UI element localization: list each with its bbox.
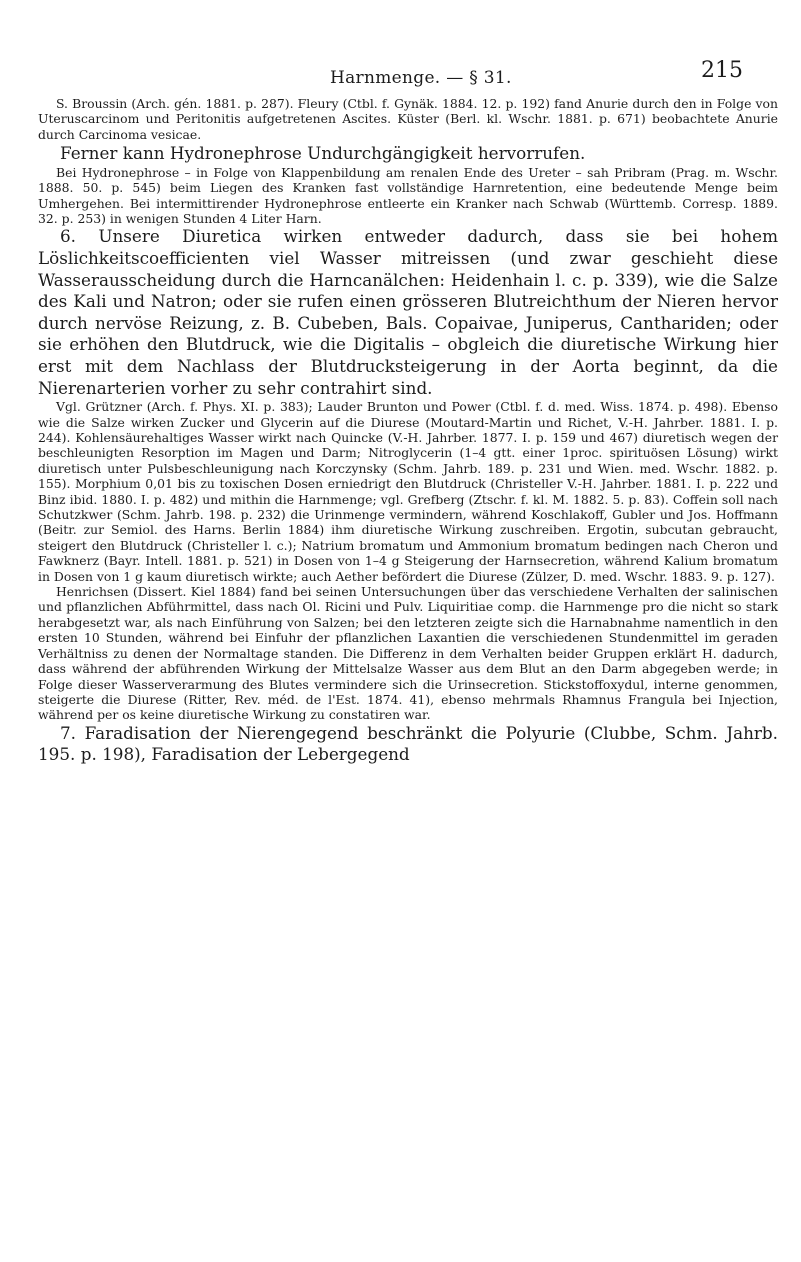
paragraph-anurie-citations: S. Broussin (Arch. gén. 1881. p. 287). Fleury (Ctbl. f. Gynäk. 1884. 12. p. 192) fand Anurie durch den in Folge von Uteruscarcinom und Peritonitis aufgetretenen Ascites. Küster (Berl. kl. Wschr. 1881. p. 671) beobachtete Anurie durch Carcinoma vesicae.: [38, 96, 778, 142]
paragraph-faradisation: 7. Faradisation der Nierengegend beschränkt die Polyurie (Clubbe, Schm. Jahrb. 195. p. 198), Faradisation der Lebergegend: [38, 722, 778, 765]
paragraph-hydronephrose-intro: Ferner kann Hydronephrose Undurchgängigkeit hervorrufen.: [60, 143, 586, 164]
paragraph-henrichsen: Henrichsen (Dissert. Kiel 1884) fand bei seinen Untersuchungen über das verschiedene Verhalten der salinischen und pflanzlichen Abführmittel, dass nach Ol. Ricini und Pulv. Liquiritiae comp. die Harnmenge pro die nicht so stark herabgesetzt war, als nach Einführung von Salzen; bei den letzteren zeigte sich die Harnabnahme namentlich in den ersten 10 Stunden, während bei Einfuhr der pflanzlichen Laxantien die verschiedenen Stundenmittel im geraden Verhältniss zu denen der Normaltage standen. Die Differenz in dem Verhalten beider Gruppen erklärt H. dadurch, dass während der abführenden Wirkung der Mittelsalze Wasser aus dem Blut an den Darm abgegeben werde; in Folge dieser Wasserverarmung des Blutes vermindere sich die Urinsecretion. Stickstoffoxydul, interne genommen, steigerte die Diurese (Ritter, Rev. méd. de l'Est. 1874. 41), ebenso mehrmals Rhamnus Frangula bei Injection, während per os keine diuretische Wirkung zu constatiren war.: [38, 584, 778, 723]
page-header: [0, 58, 801, 92]
paragraph-diuretica-references: Vgl. Grützner (Arch. f. Phys. XI. p. 383); Lauder Brunton und Power (Ctbl. f. d. med. Wiss. 1874. p. 498). Ebenso wie die Salze wirken Zucker und Glycerin auf die Diurese (Moutard-Martin und Richet, V.-H. Jahrber. 1881. I. p. 244). Kohlensäurehaltiges Wasser wirkt nach Quincke (V.-H. Jahrber. 1877. I. p. 159 und 467) diuretisch wegen der beschleunigten Resorption im Magen und Darm; Nitroglycerin (1–4 gtt. einer 1proc. spirituösen Lösung) wirkt diuretisch unter Pulsbeschleunigung nach Korczynsky (Schm. Jahrb. 189. p. 231 und Wien. med. Wschr. 1882. p. 155). Morphium 0,01 bis zu toxischen Dosen erniedrigt den Blutdruck (Christeller V.-H. Jahrber. 1881. I. p. 222 und Binz ibid. 1880. I. p. 482) und mithin die Harnmenge; vgl. Grefberg (Ztschr. f. kl. M. 1882. 5. p. 83). Coffein soll nach Schutzkwer (Schm. Jahrb. 198. p. 232) die Urinmenge vermindern, während Koschlakoff, Gubler und Jos. Hoffmann (Beitr. zur Semiol. des Harns. Berlin 1884) ihm diuretische Wirkung zuschreiben. Ergotin, subcutan gebraucht, steigert den Blutdruck (Christeller l. c.); Natrium bromatum und Ammonium bromatum bedingen nach Cheron und Fawknerz (Bayr. Intell. 1881. p. 521) in Dosen von 1–4 g Steigerung der Harnsecretion, während Kalium bromatum in Dosen von 1 g kaum diuretisch wirkte; auch Aether befördert die Diurese (Zülzer, D. med. Wschr. 1883. 9. p. 127).: [38, 399, 778, 584]
page-number: 215: [701, 58, 743, 83]
paragraph-diuretica: 6. Unsere Diuretica wirken entweder dadurch, dass sie bei hohem Löslichkeitscoefficienten viel Wasser mitreissen (und zwar geschieht diese Wasserausscheidung durch die Harncanälchen: Heidenhain l. c. p. 339), wie die Salze des Kali und Natron; oder sie rufen einen grösseren Blutreichthum der Nieren hervor durch nervöse Reizung, z. B. Cubeben, Bals. Copaivae, Juniperus, Canthariden; oder sie erhöhen den Blutdruck, wie die Digitalis – obgleich die diuretische Wirkung hier erst mit dem Nachlass der Blutdrucksteigerung in der Aorta beginnt, da die Nierenarterien vorher zu sehr contrahirt sind.: [38, 226, 778, 398]
paragraph-hydronephrose-cases: Bei Hydronephrose – in Folge von Klappenbildung am renalen Ende des Ureter – sah Pribram (Prag. m. Wschr. 1888. 50. p. 545) beim Liegen des Kranken fast vollständige Harnretention, eine bedeutende Menge beim Umhergehen. Bei intermittirender Hydronephrose entleerte ein Kranker nach Schwab (Württemb. Corresp. 1889. 32. p. 253) in wenigen Stunden 4 Liter Harn.: [38, 164, 778, 227]
running-title: Harnmenge. — § 31.: [330, 68, 512, 88]
body-text: [38, 96, 778, 766]
